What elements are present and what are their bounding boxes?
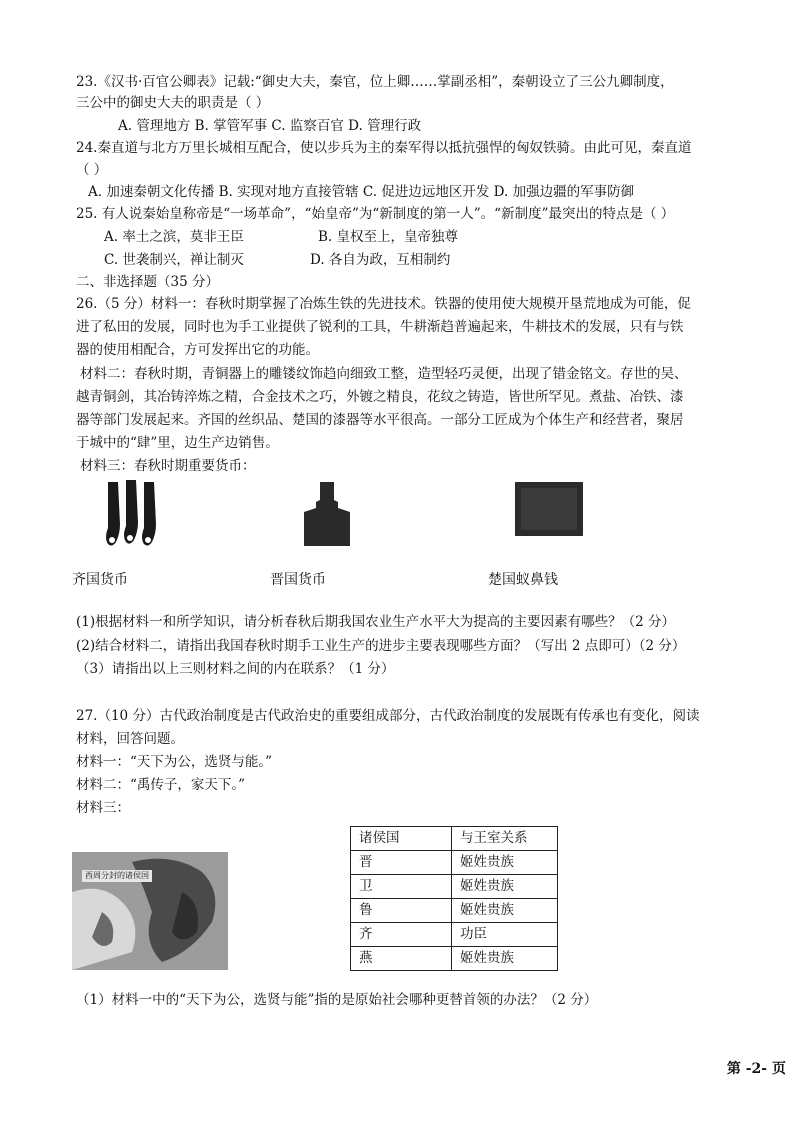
coin-caption-jin: 晋国货币 xyxy=(270,572,326,588)
q23-stem-line1: 23.《汉书·百官公卿表》记载:“御史大夫，秦官，位上卿……掌副丞相”，秦朝设立了三公九卿制度， xyxy=(76,74,674,90)
q26-m2-line4: 于城中的“肆”里，边生产边销售。 xyxy=(76,435,279,451)
q26-sub2: (2)结合材料二，请指出我国春秋时期手工业生产的进步主要表现哪些方面？（写出 2 点即可）（2 分） xyxy=(76,638,686,654)
table-cell: 燕 xyxy=(351,947,452,971)
feudal-relations-table xyxy=(350,826,558,971)
q26-m1-line3: 器的使用相配合，方可发挥出它的功能。 xyxy=(76,342,319,358)
table-cell: 姬姓贵族 xyxy=(452,899,558,923)
q26-m2-line2: 越青铜剑，其冶铸淬炼之精，合金技术之巧，外镀之精良，花纹之铸造，皆世所罕见。煮盐、冶铁、漆 xyxy=(76,389,684,405)
q24-options: A. 加速秦朝文化传播 B. 实现对地方直接管辖 C. 促进边远地区开发 D. 加强边疆的军事防御 xyxy=(88,184,635,200)
table-row xyxy=(351,923,558,947)
q26-m3-title: 材料三：春秋时期重要货币： xyxy=(80,458,256,474)
q26-m2-line3: 器等部门发展起来。齐国的丝织品、楚国的漆器等水平很高。一部分工匠成为个体生产和经营者，聚居 xyxy=(76,412,684,428)
q25-option-a: A. 率土之滨，莫非王臣 xyxy=(104,229,244,245)
table-row xyxy=(351,947,558,971)
section2-title: 二、非选择题（35 分） xyxy=(76,274,219,290)
table-row xyxy=(351,899,558,923)
table-cell: 鲁 xyxy=(351,899,452,923)
q25-stem: 25. 有人说秦始皇称帝是“一场革命”，“始皇帝”为“新制度的第一人”。“新制度”最突出的特点是（ ） xyxy=(76,206,675,222)
q26-sub3: （3）请指出以上三则材料之间的内在联系？（1 分） xyxy=(76,661,395,677)
q27-m3: 材料三： xyxy=(76,800,130,816)
q23-stem-line2: 三公中的御史大夫的职责是（ ） xyxy=(76,95,270,111)
q24-stem-line1: 24.秦直道与北方万里长城相互配合，使以步兵为主的秦军得以抵抗强悍的匈奴铁骑。由此可见，秦直道 xyxy=(76,140,692,156)
q27-stem-line2: 材料，回答问题。 xyxy=(76,731,184,747)
table-row xyxy=(351,875,558,899)
page-number: 第 -2- 页 xyxy=(726,1061,786,1077)
q26-sub1: (1)根据材料一和所学知识，请分析春秋后期我国农业生产水平大为提高的主要因素有哪些？（2 分） xyxy=(76,614,676,630)
q23-options: A. 管理地方 B. 掌管军事 C. 监察百官 D. 管理行政 xyxy=(118,118,422,134)
table-cell: 姬姓贵族 xyxy=(452,947,558,971)
coin-caption-qi: 齐国货币 xyxy=(72,572,128,588)
q25-option-b: B. 皇权至上，皇帝独尊 xyxy=(318,229,459,245)
spade-coin-icon xyxy=(300,482,354,548)
ant-nose-coin-icon xyxy=(515,482,583,536)
q26-m1-line1: 26.（5 分）材料一：春秋时期掌握了冶炼生铁的先进技术。铁器的使用使大规模开垦荒地成为可能，促 xyxy=(76,296,691,312)
q25-option-c: C. 世袭制兴，禅让制灭 xyxy=(104,252,244,268)
table-header-cell: 与王室关系 xyxy=(452,827,558,851)
q27-stem-line1: 27.（10 分）古代政治制度是古代政治史的重要组成部分，古代政治制度的发展既有传承也有变化，阅读 xyxy=(76,708,700,724)
q27-m2: 材料二：“禹传子，家天下。” xyxy=(76,777,246,793)
table-cell: 齐 xyxy=(351,923,452,947)
table-row xyxy=(351,851,558,875)
table-cell: 姬姓贵族 xyxy=(452,875,558,899)
q27-m1: 材料一：“天下为公，选贤与能。” xyxy=(76,754,273,770)
map-label: 西周分封的诸侯国 xyxy=(82,870,152,882)
table-cell: 功臣 xyxy=(452,923,558,947)
q26-m1-line2: 进了私田的发展，同时也为手工业提供了锐利的工具，牛耕渐趋普遍起来，牛耕技术的发展，只有与铁 xyxy=(76,319,684,335)
q24-stem-line2: （ ） xyxy=(76,162,108,178)
table-header-row xyxy=(351,827,558,851)
table-cell: 姬姓贵族 xyxy=(452,851,558,875)
coin-caption-chu: 楚国蚁鼻钱 xyxy=(488,572,558,588)
table-header-cell: 诸侯国 xyxy=(351,827,452,851)
table-cell: 卫 xyxy=(351,875,452,899)
knife-coin-icon xyxy=(100,478,164,552)
table-cell: 晋 xyxy=(351,851,452,875)
q25-option-d: D. 各自为政，互相制约 xyxy=(310,252,451,268)
q27-sub1: （1）材料一中的“天下为公，选贤与能”指的是原始社会哪种更替首领的办法？（2 分） xyxy=(76,992,598,1008)
q26-m2-line1: 材料二：春秋时期，青铜器上的雕镂纹饰趋向细致工整，造型轻巧灵便，出现了错金铭文。存世的吴、 xyxy=(80,366,688,382)
feudal-states-map xyxy=(72,852,228,970)
